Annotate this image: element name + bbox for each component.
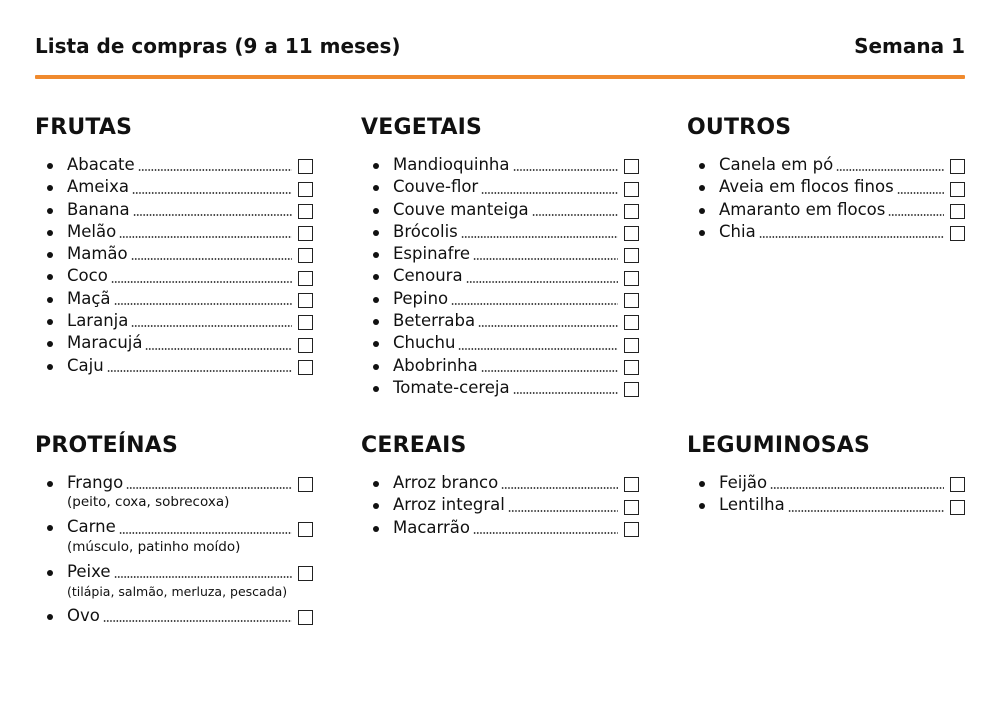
- item-row: [67, 243, 313, 265]
- item-name: Arroz integral: [393, 495, 505, 515]
- item-name: Espinafre: [393, 244, 471, 264]
- item-row: [67, 472, 313, 494]
- dot-leader: [133, 214, 292, 216]
- checkbox[interactable]: [624, 477, 639, 492]
- dot-leader: [481, 370, 618, 372]
- checkbox[interactable]: [298, 204, 313, 219]
- item-name: Macarrão: [393, 517, 471, 537]
- list-item: [361, 243, 639, 265]
- section-leguminosas: [687, 433, 965, 517]
- item-note: (músculo, patinho moído): [67, 538, 241, 555]
- checkbox[interactable]: [298, 360, 313, 375]
- checkbox[interactable]: [624, 248, 639, 263]
- checkbox[interactable]: [624, 315, 639, 330]
- dot-leader: [508, 510, 618, 512]
- item-row: [67, 310, 313, 332]
- list-item: [361, 176, 639, 198]
- item-name: Ameixa: [67, 177, 129, 197]
- section-title: CEREAIS: [361, 433, 467, 458]
- section-title: LEGUMINOSAS: [687, 433, 871, 458]
- item-list: [361, 154, 639, 399]
- list-item: [361, 517, 639, 539]
- item-row: [393, 243, 639, 265]
- list-item: [35, 243, 313, 265]
- item-name: Frango: [67, 473, 124, 492]
- item-name: Mamão: [67, 244, 128, 264]
- item-name: Mandioquinha: [393, 155, 510, 174]
- item-row: [67, 561, 313, 583]
- dot-leader: [513, 392, 618, 394]
- item-row: [67, 265, 313, 287]
- checkbox[interactable]: [950, 182, 965, 197]
- week-label: Semana 1: [854, 34, 965, 58]
- item-name: Abobrinha: [393, 355, 478, 375]
- list-item: [35, 176, 313, 198]
- list-item: [687, 494, 965, 516]
- list-item: [35, 355, 313, 377]
- item-name: Beterraba: [393, 311, 476, 331]
- dot-leader: [114, 576, 292, 578]
- list-item: [35, 221, 313, 243]
- list-item: [361, 310, 639, 332]
- list-item: [361, 288, 639, 310]
- section-title: FRUTAS: [35, 115, 133, 140]
- list-item: [361, 332, 639, 354]
- checkbox[interactable]: [298, 522, 313, 537]
- item-row: [393, 472, 639, 494]
- item-name: Brócolis: [393, 221, 458, 241]
- checkbox[interactable]: [298, 566, 313, 581]
- item-row: [393, 377, 639, 399]
- checkbox[interactable]: [298, 159, 313, 174]
- item-row: [393, 288, 639, 310]
- item-name: Amaranto em flocos: [719, 199, 886, 219]
- dot-leader: [759, 236, 944, 238]
- list-item: [35, 154, 313, 176]
- dot-leader: [481, 192, 618, 194]
- item-name: Maçã: [67, 288, 111, 308]
- item-name: Laranja: [67, 311, 129, 331]
- dot-leader: [788, 510, 944, 512]
- checkbox[interactable]: [624, 382, 639, 397]
- dot-leader: [461, 236, 618, 238]
- dot-leader: [478, 325, 618, 327]
- list-item: [687, 221, 965, 243]
- dot-leader: [119, 236, 292, 238]
- item-row: [67, 605, 313, 627]
- section-title: PROTEÍNAS: [35, 433, 179, 458]
- item-row: [719, 221, 965, 243]
- item-name: Canela em pó: [719, 155, 834, 174]
- checkbox[interactable]: [624, 204, 639, 219]
- item-row: [719, 472, 965, 494]
- item-name: Arroz branco: [393, 473, 499, 492]
- item-row: [67, 288, 313, 310]
- item-row: [67, 199, 313, 221]
- section-vegetais: [361, 115, 639, 399]
- checkbox[interactable]: [298, 248, 313, 263]
- item-name: Pepino: [393, 288, 449, 308]
- item-list: [687, 472, 965, 517]
- dot-leader: [888, 214, 944, 216]
- checkbox[interactable]: [298, 293, 313, 308]
- section-outros: [687, 115, 965, 243]
- list-item: [35, 310, 313, 332]
- item-row: [67, 355, 313, 377]
- item-name: Couve-flor: [393, 177, 479, 197]
- list-item: [35, 332, 313, 354]
- item-row: [393, 176, 639, 198]
- checkbox[interactable]: [298, 271, 313, 286]
- checkbox[interactable]: [298, 338, 313, 353]
- item-row: [393, 310, 639, 332]
- item-name: Banana: [67, 199, 130, 219]
- item-name: Carne: [67, 517, 116, 537]
- list-item: [361, 221, 639, 243]
- dot-leader: [836, 169, 944, 171]
- item-row: [719, 199, 965, 221]
- dot-leader: [107, 370, 292, 372]
- checkbox[interactable]: [950, 226, 965, 241]
- item-row: [67, 221, 313, 243]
- list-item: [35, 516, 313, 555]
- item-row: [719, 176, 965, 198]
- item-name: Aveia em flocos finos: [719, 177, 894, 197]
- section-proteinas: [35, 433, 313, 627]
- list-item: [361, 377, 639, 399]
- checkbox[interactable]: [298, 315, 313, 330]
- checkbox[interactable]: [298, 226, 313, 241]
- dot-leader: [532, 214, 618, 216]
- checkbox[interactable]: [624, 360, 639, 375]
- dot-leader: [126, 487, 292, 489]
- list-item: [361, 355, 639, 377]
- item-name: Chuchu: [393, 333, 456, 353]
- list-item: [35, 605, 313, 627]
- item-list: [35, 472, 313, 627]
- list-item: [687, 472, 965, 494]
- list-item: [35, 265, 313, 287]
- checkbox[interactable]: [624, 522, 639, 537]
- dot-leader: [132, 192, 292, 194]
- checkbox[interactable]: [624, 182, 639, 197]
- item-list: [35, 154, 313, 377]
- dot-leader: [111, 281, 292, 283]
- item-row: [393, 517, 639, 539]
- list-item: [361, 154, 639, 176]
- list-item: [35, 288, 313, 310]
- section-title: OUTROS: [687, 115, 792, 140]
- item-name: Caju: [67, 355, 104, 375]
- section-title: VEGETAIS: [361, 115, 483, 140]
- dot-leader: [501, 487, 618, 489]
- list-item: [687, 154, 965, 176]
- item-name: Couve manteiga: [393, 199, 529, 219]
- item-row: [67, 516, 313, 538]
- dot-leader: [131, 325, 292, 327]
- checkbox[interactable]: [624, 293, 639, 308]
- item-name: Cenoura: [393, 266, 463, 286]
- dot-leader: [458, 348, 618, 350]
- list-item: [361, 199, 639, 221]
- list-item: [361, 494, 639, 516]
- checkbox[interactable]: [624, 226, 639, 241]
- item-row: [67, 332, 313, 354]
- page-header: [35, 34, 965, 58]
- checkbox[interactable]: [298, 182, 313, 197]
- page-title: Lista de compras (9 a 11 meses): [35, 34, 401, 58]
- checkbox[interactable]: [950, 477, 965, 492]
- list-item: [35, 472, 313, 511]
- item-row: [393, 199, 639, 221]
- item-name: Feijão: [719, 473, 768, 492]
- item-row: [393, 154, 639, 176]
- item-row: [719, 154, 965, 176]
- dot-leader: [897, 192, 944, 194]
- item-name: Ovo: [67, 605, 100, 625]
- dot-leader: [466, 281, 618, 283]
- list-item: [361, 472, 639, 494]
- checkbox[interactable]: [624, 500, 639, 515]
- list-item: [35, 199, 313, 221]
- item-name: Coco: [67, 266, 108, 286]
- section-cereais: [361, 433, 639, 539]
- item-list: [361, 472, 639, 539]
- checkbox[interactable]: [624, 159, 639, 174]
- item-name: Abacate: [67, 155, 135, 174]
- list-item: [687, 176, 965, 198]
- item-name: Lentilha: [719, 495, 785, 515]
- item-note: (peito, coxa, sobrecoxa): [67, 494, 230, 511]
- dot-leader: [770, 487, 944, 489]
- item-row: [719, 494, 965, 516]
- list-item: [687, 199, 965, 221]
- checkbox[interactable]: [624, 271, 639, 286]
- checkbox[interactable]: [298, 477, 313, 492]
- dot-leader: [451, 303, 618, 305]
- item-list: [687, 154, 965, 243]
- item-name: Maracujá: [67, 333, 143, 353]
- dot-leader: [513, 169, 619, 171]
- item-row: [393, 332, 639, 354]
- checkbox[interactable]: [950, 159, 965, 174]
- dot-leader: [145, 348, 292, 350]
- item-row: [393, 265, 639, 287]
- dot-leader: [114, 303, 292, 305]
- list-item: [361, 265, 639, 287]
- dot-leader: [138, 169, 292, 171]
- dot-leader: [473, 258, 618, 260]
- checkbox[interactable]: [624, 338, 639, 353]
- item-row: [67, 176, 313, 198]
- item-row: [393, 494, 639, 516]
- checkbox[interactable]: [950, 204, 965, 219]
- item-name: Chia: [719, 221, 756, 241]
- item-row: [67, 154, 313, 176]
- item-name: Peixe: [67, 561, 111, 581]
- dot-leader: [131, 258, 292, 260]
- checkbox[interactable]: [298, 610, 313, 625]
- item-name: Melão: [67, 221, 117, 241]
- item-row: [393, 355, 639, 377]
- item-name: Tomate-cereja: [393, 377, 510, 397]
- list-item: [35, 561, 313, 600]
- item-row: [393, 221, 639, 243]
- section-frutas: [35, 115, 313, 377]
- dot-leader: [119, 532, 292, 534]
- checkbox[interactable]: [950, 500, 965, 515]
- dot-leader: [473, 532, 618, 534]
- dot-leader: [103, 620, 292, 622]
- header-divider: [35, 75, 965, 79]
- item-note: (tilápia, salmão, merluza, pescada): [67, 583, 288, 599]
